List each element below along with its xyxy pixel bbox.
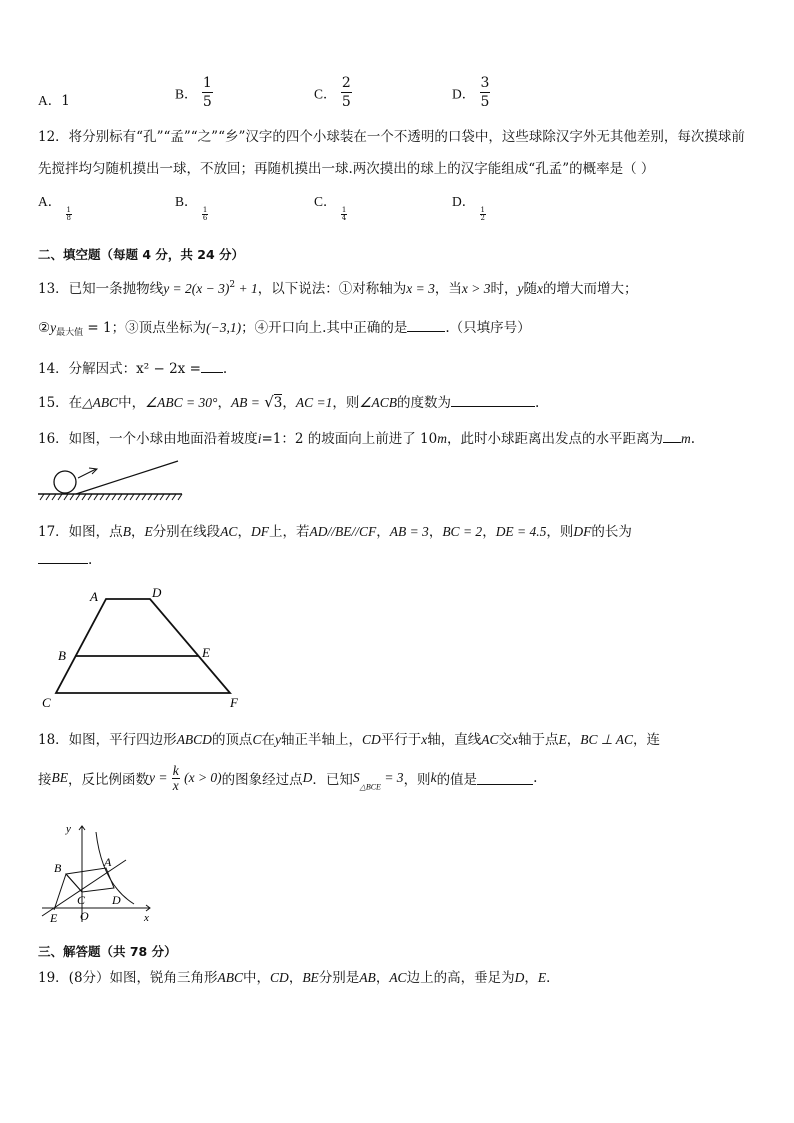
q13-line2: $②y_{最大值} = 1$；③顶点坐标为(−3,1)；④开口向上.其中正确的是 .（只填序号） [38,320,531,338]
q16-line: 16．如图，一个小球由地面沿着坡度i=1：2 的坡面向上前进了 10m，此时小球距离出发点的水平距离为 m. [38,431,696,447]
fig-label-E: E [50,911,58,925]
q16-slope-figure [36,456,186,502]
q17-line2: . [38,551,92,568]
fig-label-B: B [54,861,62,875]
q17-answer-blank[interactable] [38,551,88,564]
q14-line: 14．分解因式：x² − 2x = . [38,361,228,377]
fig-label-y: y [66,823,71,835]
q15-answer-blank[interactable] [451,394,535,407]
q12-option-a: A． $\frac{1}{8}$ [38,194,72,222]
q16-answer-blank[interactable] [663,430,681,443]
q18-answer-blank[interactable] [477,772,533,785]
fig-label-A: A [104,855,112,869]
q12-option-d: D． $\frac{1}{2}$ [452,194,486,222]
q11-option-d: D． $\frac{3}{5}$ [452,75,490,110]
q18-coordinate-figure [38,818,158,926]
slope-line [76,461,178,494]
q13-line1: 13．已知一条抛物线$y = 2(x - 3)^2 + 1$，以下说法：①对称轴为x = 3，当x > 3时，y随x的增大而增大； [38,280,638,297]
section-fill-in-title: 二、填空题（每题 4 分，共 24 分） [38,247,245,262]
q12-option-b: B． $\frac{1}{6}$ [175,194,208,222]
fig-label-O: O [80,909,89,923]
q14-answer-blank[interactable] [201,360,223,373]
q15-line: 15．在△ABC中，∠ABC = 30°，AB = √3，AC =1，则∠ACB的度数为 . [38,393,540,411]
fig-label-D: D [112,893,121,907]
q17-trapezoid-figure [38,583,248,713]
ground-hatching [40,494,182,500]
fig-label-C: C [77,893,86,907]
label-A: A [90,589,98,604]
q19-line: 19．(8分）如图，锐角三角形ABC中，CD，BE分别是AB，AC边上的高，垂足为D，E． [38,970,560,986]
q11-option-a: A．1 [38,93,70,109]
ball [54,471,76,493]
q12-line2: 先搅拌均匀随机摸出一球，不放回；再随机摸出一球.两次摸出的球上的汉字能组成“孔孟”的概率是（ ） [38,161,655,177]
label-E: E [202,645,210,660]
q18-line1: 18．如图，平行四边形ABCD的顶点C在y轴正半轴上，CD平行于x轴，直线AC交x轴于点E，BC ⊥ AC，连 [38,732,661,748]
q12-line1: 12．将分别标有“孔”“孟”“之”“乡”汉字的四个小球装在一个不透明的口袋中，这些球除汉字外无其他差别，每次摸球前 [38,129,745,145]
q11-option-b: B． $\frac{1}{5}$ [175,75,212,110]
label-F: F [230,695,238,710]
q13-answer-blank[interactable] [407,319,445,332]
segment-BC [66,874,82,892]
direction-arrow [78,469,96,478]
q12-option-c: C． $\frac{1}{4}$ [314,194,347,222]
label-C: C [42,695,51,710]
q18-line2: 接BE，反比例函数y = $\frac{k}{x}$ (x > 0)的图象经过点D．已知$S_{\triangle BCE} = 3$，则k的值是 . [38,763,538,793]
q17-line1: 17．如图，点B，E分别在线段AC，DF上，若AD//BE//CF，AB = 3，BC = 2，DE = 4.5，则DF的长为 [38,524,632,540]
fig-label-x: x [144,912,149,924]
q11-option-c: C． $\frac{2}{5}$ [314,75,351,110]
section-solve-title: 三、解答题（共 78 分） [38,944,177,959]
label-B: B [58,648,66,663]
label-D: D [152,585,162,600]
